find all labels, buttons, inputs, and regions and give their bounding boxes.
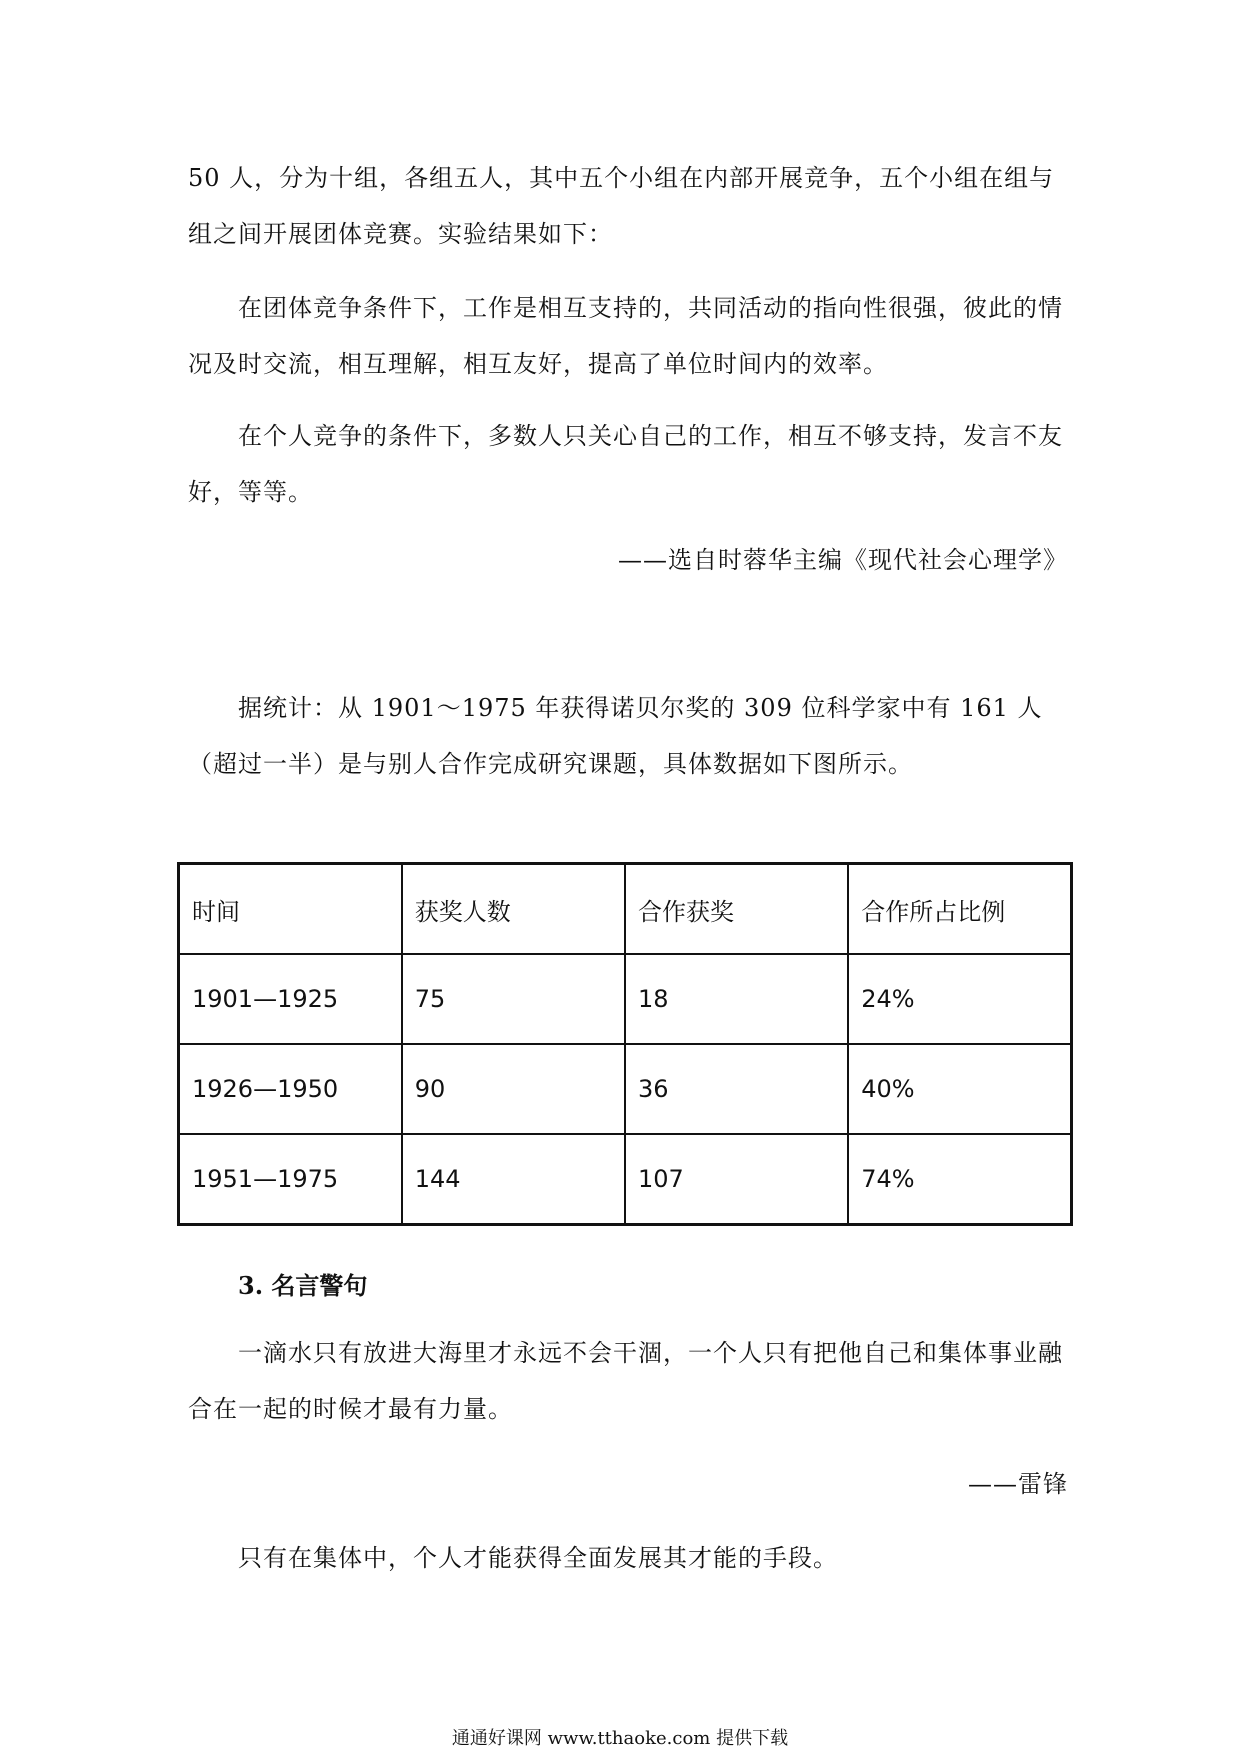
table-cell: 40% [848, 1044, 1071, 1134]
table-cell: 74% [848, 1134, 1071, 1225]
table-header-row [179, 864, 1072, 955]
table-cell: 90 [402, 1044, 625, 1134]
quote-collective: 只有在集体中，个人才能获得全面发展其才能的手段。 [238, 1544, 838, 1572]
table-row [179, 1134, 1072, 1225]
table-cell: 1951—1975 [179, 1134, 402, 1225]
quote-author: ——雷锋 [968, 1470, 1068, 1498]
table-cell: 107 [625, 1134, 848, 1225]
table-cell: 24% [848, 954, 1071, 1044]
table-cell: 144 [402, 1134, 625, 1225]
table-header-cell: 获奖人数 [402, 864, 625, 955]
table-header-cell: 合作所占比例 [848, 864, 1071, 955]
table-header-cell: 时间 [179, 864, 402, 955]
paragraph-team-competition: 在团体竞争条件下，工作是相互支持的，共同活动的指向性很强，彼此的情况及时交流，相互理解，相互友好，提高了单位时间内的效率。 [188, 294, 1063, 378]
page-footer: 通通好课网 www.tthaoke.com 提供下载 [451, 1728, 789, 1749]
table-cell: 1926—1950 [179, 1044, 402, 1134]
section-heading-quotes: 3. 名言警句 [238, 1271, 368, 1300]
table-cell: 75 [402, 954, 625, 1044]
table-cell: 1901—1925 [179, 954, 402, 1044]
table-cell: 18 [625, 954, 848, 1044]
table-row [179, 954, 1072, 1044]
source-citation: ——选自时蓉华主编《现代社会心理学》 [618, 546, 1068, 574]
table-cell: 36 [625, 1044, 848, 1134]
paragraph-experiment: 50 人，分为十组，各组五人，其中五个小组在内部开展竞争，五个小组在组与组之间开展团体竞赛。实验结果如下： [188, 164, 1055, 248]
nobel-cooperation-table [177, 862, 1073, 1226]
paragraph-individual-competition: 在个人竞争的条件下，多数人只关心自己的工作，相互不够支持，发言不友好，等等。 [188, 422, 1063, 506]
paragraph-nobel-statistics: 据统计：从 1901～1975 年获得诺贝尔奖的 309 位科学家中有 161 人（超过一半）是与别人合作完成研究课题，具体数据如下图所示。 [188, 694, 1043, 778]
table-row [179, 1044, 1072, 1134]
quote-lei-feng: 一滴水只有放进大海里才永远不会干涸，一个人只有把他自己和集体事业融合在一起的时候才最有力量。 [188, 1339, 1063, 1423]
table-header-cell: 合作获奖 [625, 864, 848, 955]
